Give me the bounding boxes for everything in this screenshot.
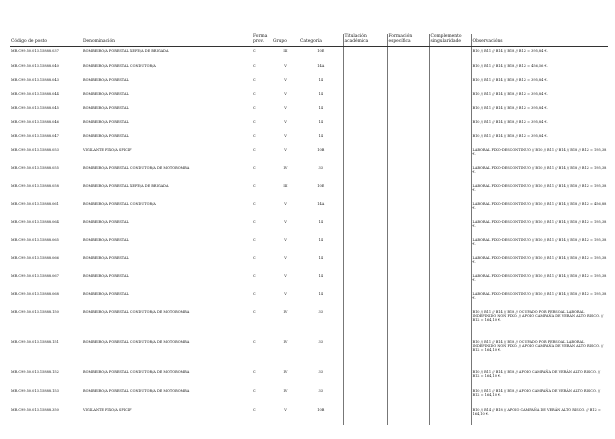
cell-titulacion xyxy=(343,146,387,164)
header-complemento: Complemento singularidade xyxy=(429,34,471,47)
cell-codigo-posto: MR.C99.50.013.15888.037 xyxy=(11,49,59,53)
cell-codigo-posto: MR.C99.50.013.15888.151 xyxy=(11,340,59,344)
cell-formacion xyxy=(387,290,429,308)
table-row xyxy=(10,90,608,104)
cell-denominacion: BOMBEIRO/A FORESTAL xyxy=(83,78,129,82)
cell-forma-prov: C xyxy=(253,78,256,82)
cell-titulacion xyxy=(343,182,387,200)
cell-observacions: B10 // B11 // B14 // B18 // B12 = 395,84 €. xyxy=(471,47,608,63)
table-row xyxy=(10,104,608,118)
cell-observacions: B10 // B11 // B14 // B18 // B12 = 395,84 €. xyxy=(471,118,608,132)
cell-formacion xyxy=(387,76,429,90)
cell-grupo: V xyxy=(284,274,287,278)
cell-codigo-posto: MR.C99.50.013.15888.152 xyxy=(11,370,59,374)
cell-formacion xyxy=(387,387,429,406)
cell-observacions: B10 // B11 // B14 // B18 // OCUPADO POR PERSOAL LABORAL INDEFINIDO NON FIXO. // APOIO CAMPAÑA DE VERÁN ALTO RISCO. // B12 = 164,10 €. xyxy=(471,308,608,338)
cell-complemento xyxy=(429,272,471,290)
cell-titulacion xyxy=(343,90,387,104)
cell-categoria: 33 xyxy=(318,389,323,393)
cell-titulacion xyxy=(343,76,387,90)
cell-titulacion xyxy=(343,118,387,132)
cell-forma-prov: C xyxy=(253,340,256,344)
cell-grupo: V xyxy=(284,64,287,68)
cell-titulacion xyxy=(343,290,387,308)
cell-categoria: 14 xyxy=(318,106,323,110)
cell-observacions: B10 // B11 // B14 // B18 // APOIO CAMPAÑA DE VERÁN ALTO RISCO. // B12 = 164,10 €. xyxy=(471,387,608,406)
cell-codigo-posto: MR.C99.50.013.15888.053 xyxy=(11,148,59,152)
cell-denominacion: VIGILANTE FIXO/A SPICIF xyxy=(83,148,132,152)
cell-observacions: B10 // B11 // B14 // B18 // OCUPADO POR PERSOAL LABORAL INDEFINIDO NON FIXO. // APOIO CAMPAÑA DE VERÁN ALTO RISCO. // B12 = 164,10 €. xyxy=(471,338,608,368)
cell-denominacion: BOMBEIRO/A FORESTAL xyxy=(83,134,129,138)
cell-observacions: LABORAL FIXO-DESCONTINUO // B10 // B11 // B14 // B18 // B12 = 195,38 €. xyxy=(471,236,608,254)
cell-complemento xyxy=(429,308,471,338)
cell-categoria: 14A xyxy=(317,64,325,68)
cell-grupo: V xyxy=(284,292,287,296)
cell-categoria: 14 xyxy=(318,274,323,278)
cell-categoria: 14 xyxy=(318,120,323,124)
cell-observacions: B10 // B11 // B14 // B18 // APOIO CAMPAÑA DE VERÁN ALTO RISCO. // B12 = 164,10 €. xyxy=(471,368,608,387)
cell-grupo: III xyxy=(283,184,288,188)
cell-forma-prov: C xyxy=(253,49,256,53)
cell-complemento xyxy=(429,387,471,406)
posts-table xyxy=(10,34,608,425)
cell-codigo-posto: MR.C99.50.013.15888.055 xyxy=(11,166,59,170)
cell-grupo: IV xyxy=(283,166,288,170)
table-row xyxy=(10,132,608,146)
table-row xyxy=(10,308,608,338)
cell-forma-prov: C xyxy=(253,256,256,260)
cell-forma-prov: C xyxy=(253,64,256,68)
table-row xyxy=(10,200,608,218)
cell-observacions: B10 // B11 // B14 // B18 // B12 = 395,84 €. xyxy=(471,132,608,146)
cell-denominacion: BOMBEIRO/A FORESTAL xyxy=(83,92,129,96)
cell-denominacion: BOMBEIRO/A FORESTAL xyxy=(83,238,129,242)
cell-complemento xyxy=(429,47,471,63)
cell-denominacion: BOMBEIRO/A FORESTAL CONDUTOR/A DE MOTOBOMBA xyxy=(83,310,190,314)
cell-titulacion xyxy=(343,368,387,387)
cell-complemento xyxy=(429,62,471,76)
cell-forma-prov: C xyxy=(253,220,256,224)
cell-titulacion xyxy=(343,164,387,182)
cell-formacion xyxy=(387,272,429,290)
table-row xyxy=(10,146,608,164)
cell-titulacion xyxy=(343,272,387,290)
cell-forma-prov: C xyxy=(253,202,256,206)
cell-codigo-posto: MR.C99.50.013.15888.153 xyxy=(11,389,59,393)
cell-codigo-posto: MR.C99.50.013.15888.067 xyxy=(11,274,59,278)
cell-categoria: 14 xyxy=(318,78,323,82)
cell-titulacion xyxy=(343,132,387,146)
cell-complemento xyxy=(429,406,471,425)
cell-categoria: 14 xyxy=(318,292,323,296)
cell-complemento xyxy=(429,90,471,104)
header-codigo-posto: Código de posto xyxy=(10,34,82,47)
cell-complemento xyxy=(429,290,471,308)
cell-categoria: 10B xyxy=(317,148,325,152)
cell-observacions: B10 // B11 // B14 // B18 // B12 = 395,84 €. xyxy=(471,76,608,90)
cell-titulacion xyxy=(343,406,387,425)
cell-complemento xyxy=(429,218,471,236)
cell-observacions: LABORAL FIXO-DESCONTINUO // B10 // B11 // B14 // B18 // B12 = 195,38 €. xyxy=(471,182,608,200)
cell-grupo: IV xyxy=(283,370,288,374)
cell-observacions: LABORAL FIXO-DESCONTINUO // B10 // B11 // B14 // B18 // B12 = 456,88 €. xyxy=(471,200,608,218)
cell-observacions: B10 // B14 // B18 // APOIO CAMPAÑA DE VERÁN ALTO RISCO. // B12 = 164,10 €. xyxy=(471,406,608,425)
cell-forma-prov: C xyxy=(253,389,256,393)
cell-grupo: V xyxy=(284,92,287,96)
cell-denominacion: VIGILANTE FIXO/A SPICIF xyxy=(83,408,132,412)
cell-categoria: 33 xyxy=(318,310,323,314)
cell-formacion xyxy=(387,90,429,104)
cell-grupo: V xyxy=(284,106,287,110)
cell-formacion xyxy=(387,218,429,236)
header-grupo: Grupo xyxy=(272,34,299,47)
cell-forma-prov: C xyxy=(253,148,256,152)
cell-forma-prov: C xyxy=(253,292,256,296)
cell-complemento xyxy=(429,104,471,118)
cell-denominacion: BOMBEIRO/A FORESTAL CONDUTOR/A DE MOTOBOMBA xyxy=(83,166,190,170)
cell-titulacion xyxy=(343,254,387,272)
cell-grupo: V xyxy=(284,120,287,124)
cell-denominacion: BOMBEIRO/A FORESTAL XEFE/A DE BRIGADA xyxy=(83,184,169,188)
cell-observacions: LABORAL FIXO-DESCONTINUO // B10 // B11 // B14 // B18 // B12 = 195,38 €. xyxy=(471,146,608,164)
cell-codigo-posto: MR.C99.50.013.15888.350 xyxy=(11,408,59,412)
cell-codigo-posto: MR.C99.50.013.15888.061 xyxy=(11,202,59,206)
cell-codigo-posto: MR.C99.50.013.15888.043 xyxy=(11,78,59,82)
cell-codigo-posto: MR.C99.50.013.15888.058 xyxy=(11,184,59,188)
cell-observacions: B10 // B11 // B14 // B18 // B12 = 395,84 €. xyxy=(471,104,608,118)
cell-grupo: V xyxy=(284,256,287,260)
cell-complemento xyxy=(429,146,471,164)
cell-denominacion: BOMBEIRO/A FORESTAL XEFE/A DE BRIGADA xyxy=(83,49,169,53)
cell-forma-prov: C xyxy=(253,310,256,314)
cell-titulacion xyxy=(343,338,387,368)
cell-codigo-posto: MR.C99.50.013.15888.040 xyxy=(11,64,59,68)
header-titulacion: Titulación académica xyxy=(343,34,387,47)
cell-formacion xyxy=(387,47,429,63)
header-formacion: Formación específica xyxy=(387,34,429,47)
cell-formacion xyxy=(387,132,429,146)
cell-codigo-posto: MR.C99.50.013.15888.068 xyxy=(11,292,59,296)
cell-complemento xyxy=(429,236,471,254)
header-forma-prov: Forma prov. xyxy=(252,34,272,47)
header-observacions: Observacións xyxy=(471,34,608,47)
cell-denominacion: BOMBEIRO/A FORESTAL xyxy=(83,292,129,296)
table-row xyxy=(10,290,608,308)
cell-categoria: 14 xyxy=(318,220,323,224)
cell-forma-prov: C xyxy=(253,274,256,278)
cell-codigo-posto: MR.C99.50.013.15888.065 xyxy=(11,238,59,242)
cell-codigo-posto: MR.C99.50.013.15888.045 xyxy=(11,106,59,110)
cell-denominacion: BOMBEIRO/A FORESTAL CONDUTOR/A xyxy=(83,64,156,68)
cell-denominacion: BOMBEIRO/A FORESTAL xyxy=(83,256,129,260)
cell-titulacion xyxy=(343,47,387,63)
table-row xyxy=(10,272,608,290)
cell-titulacion xyxy=(343,62,387,76)
cell-complemento xyxy=(429,118,471,132)
cell-denominacion: BOMBEIRO/A FORESTAL CONDUTOR/A xyxy=(83,202,156,206)
cell-formacion xyxy=(387,104,429,118)
table-row xyxy=(10,164,608,182)
cell-grupo: V xyxy=(284,134,287,138)
cell-grupo: V xyxy=(284,78,287,82)
cell-grupo: V xyxy=(284,408,287,412)
cell-categoria: 14 xyxy=(318,134,323,138)
cell-categoria: 10E xyxy=(317,184,325,188)
cell-denominacion: BOMBEIRO/A FORESTAL CONDUTOR/A DE MOTOBOMBA xyxy=(83,370,190,374)
cell-forma-prov: C xyxy=(253,120,256,124)
cell-observacions: LABORAL FIXO-DESCONTINUO // B10 // B11 // B14 // B18 // B12 = 195,38 €. xyxy=(471,272,608,290)
cell-formacion xyxy=(387,236,429,254)
cell-categoria: 10E xyxy=(317,49,325,53)
cell-observacions: LABORAL FIXO-DESCONTINUO // B10 // B11 // B14 // B18 // B12 = 195,38 €. xyxy=(471,254,608,272)
cell-codigo-posto: MR.C99.50.013.15888.047 xyxy=(11,134,59,138)
cell-complemento xyxy=(429,338,471,368)
cell-formacion xyxy=(387,338,429,368)
table-row xyxy=(10,47,608,63)
cell-titulacion xyxy=(343,200,387,218)
cell-complemento xyxy=(429,164,471,182)
table-row xyxy=(10,368,608,387)
cell-forma-prov: C xyxy=(253,408,256,412)
cell-formacion xyxy=(387,406,429,425)
cell-formacion xyxy=(387,182,429,200)
cell-categoria: 33 xyxy=(318,340,323,344)
cell-denominacion: BOMBEIRO/A FORESTAL xyxy=(83,106,129,110)
cell-complemento xyxy=(429,254,471,272)
cell-forma-prov: C xyxy=(253,106,256,110)
cell-categoria: 14 xyxy=(318,256,323,260)
cell-grupo: V xyxy=(284,202,287,206)
cell-grupo: V xyxy=(284,238,287,242)
cell-grupo: IV xyxy=(283,340,288,344)
table-header-row xyxy=(10,34,608,47)
table-row xyxy=(10,254,608,272)
table-row xyxy=(10,338,608,368)
table-row xyxy=(10,76,608,90)
cell-observacions: LABORAL FIXO-DESCONTINUO // B10 // B11 // B14 // B18 // B12 = 195,38 €. xyxy=(471,164,608,182)
table-row xyxy=(10,118,608,132)
cell-codigo-posto: MR.C99.50.013.15888.066 xyxy=(11,256,59,260)
table-row xyxy=(10,62,608,76)
cell-categoria: 33 xyxy=(318,166,323,170)
cell-formacion xyxy=(387,164,429,182)
cell-titulacion xyxy=(343,308,387,338)
cell-forma-prov: C xyxy=(253,92,256,96)
cell-titulacion xyxy=(343,387,387,406)
cell-denominacion: BOMBEIRO/A FORESTAL xyxy=(83,120,129,124)
cell-observacions: B10 // B11 // B14 // B18 // B12 = 395,84 €. xyxy=(471,90,608,104)
cell-categoria: 33 xyxy=(318,370,323,374)
cell-observacions: B10 // B11 // B14 // B18 // B12 = 456,56 €. xyxy=(471,62,608,76)
cell-titulacion xyxy=(343,104,387,118)
cell-complemento xyxy=(429,132,471,146)
cell-grupo: V xyxy=(284,148,287,152)
cell-categoria: 14 xyxy=(318,238,323,242)
table-row xyxy=(10,182,608,200)
table-row xyxy=(10,406,608,425)
table-row xyxy=(10,236,608,254)
cell-formacion xyxy=(387,62,429,76)
cell-grupo: IV xyxy=(283,310,288,314)
cell-grupo: III xyxy=(283,49,288,53)
cell-complemento xyxy=(429,76,471,90)
cell-formacion xyxy=(387,254,429,272)
cell-observacions: LABORAL FIXO-DESCONTINUO // B10 // B11 // B14 // B18 // B12 = 195,38 €. xyxy=(471,218,608,236)
cell-grupo: V xyxy=(284,220,287,224)
cell-forma-prov: C xyxy=(253,238,256,242)
cell-codigo-posto: MR.C99.50.013.15888.064 xyxy=(11,220,59,224)
cell-formacion xyxy=(387,200,429,218)
header-denominacion: Denominación xyxy=(82,34,252,47)
cell-categoria: 14A xyxy=(317,202,325,206)
cell-codigo-posto: MR.C99.50.013.15888.150 xyxy=(11,310,59,314)
cell-denominacion: BOMBEIRO/A FORESTAL xyxy=(83,274,129,278)
header-categoria: Categoría xyxy=(299,34,343,47)
cell-categoria: 10B xyxy=(317,408,325,412)
cell-denominacion: BOMBEIRO/A FORESTAL CONDUTOR/A DE MOTOBOMBA xyxy=(83,389,190,393)
cell-titulacion xyxy=(343,218,387,236)
cell-formacion xyxy=(387,308,429,338)
cell-complemento xyxy=(429,200,471,218)
cell-forma-prov: C xyxy=(253,370,256,374)
cell-observacions: LABORAL FIXO-DESCONTINUO // B10 // B11 // B14 // B18 // B12 = 195,38 €. xyxy=(471,290,608,308)
cell-forma-prov: C xyxy=(253,184,256,188)
cell-forma-prov: C xyxy=(253,134,256,138)
cell-codigo-posto: MR.C99.50.013.15888.046 xyxy=(11,120,59,124)
cell-forma-prov: C xyxy=(253,166,256,170)
cell-codigo-posto: MR.C99.50.013.15888.044 xyxy=(11,92,59,96)
cell-denominacion: BOMBEIRO/A FORESTAL CONDUTOR/A DE MOTOBOMBA xyxy=(83,340,190,344)
cell-formacion xyxy=(387,368,429,387)
cell-categoria: 14 xyxy=(318,92,323,96)
table-row xyxy=(10,387,608,406)
cell-grupo: IV xyxy=(283,389,288,393)
cell-titulacion xyxy=(343,236,387,254)
cell-complemento xyxy=(429,182,471,200)
cell-complemento xyxy=(429,368,471,387)
cell-denominacion: BOMBEIRO/A FORESTAL xyxy=(83,220,129,224)
table-row xyxy=(10,218,608,236)
cell-formacion xyxy=(387,118,429,132)
cell-formacion xyxy=(387,146,429,164)
